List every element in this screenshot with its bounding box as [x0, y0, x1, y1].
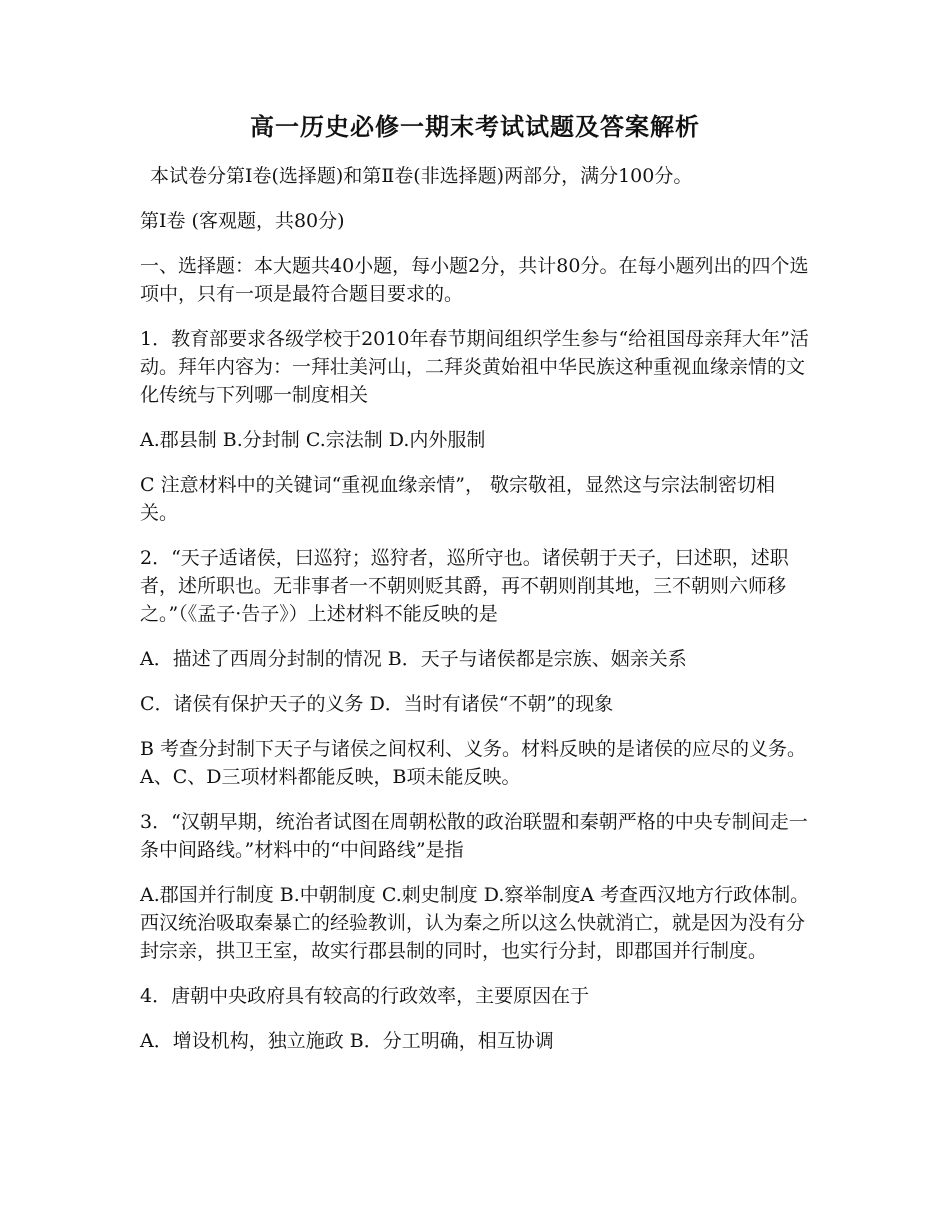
section-heading: 第Ⅰ卷 (客观题，共80分)	[140, 210, 345, 232]
question-2-options-cd: C．诸侯有保护天子的义务 D．当时有诸侯“不朝”的现象	[140, 693, 614, 715]
question-3: 3．“汉朝早期，统治者试图在周朝松散的政治联盟和秦朝严格的中央专制间走一条中间路线。”材料中的“中间路线”是指	[140, 811, 808, 861]
question-1: 1．教育部要求各级学校于2010年春节期间组织学生参与“给祖国母亲拜大年”活动。拜年内容为：一拜壮美河山，二拜炎黄始祖中华民族这种重视血缘亲情的文化传统与下列哪一制度相关	[140, 328, 809, 406]
question-1-answer: C 注意材料中的关键词“重视血缘亲情”， 敬宗敬祖，显然这与宗法制密切相关。	[140, 474, 776, 524]
exam-intro: 本试卷分第Ⅰ卷(选择题)和第Ⅱ卷(非选择题)两部分，满分100分。	[150, 165, 693, 187]
document-title: 高一历史必修一期末考试试题及答案解析	[250, 113, 700, 141]
question-1-options: A.郡县制 B.分封制 C.宗法制 D.内外服制	[140, 429, 486, 451]
question-4-options-ab: A．增设机构，独立施政 B．分工明确，相互协调	[140, 1030, 554, 1052]
question-2-answer: B 考查分封制下天子与诸侯之间权利、义务。材料反映的是诸侯的应尽的义务。A、C、D三项材料都能反映，B项未能反映。	[140, 738, 807, 788]
document-page	[140, 110, 810, 1072]
question-2: 2．“天子适诸侯，曰巡狩；巡狩者，巡所守也。诸侯朝于天子，曰述职，述职者，述所职也。无非事者一不朝则贬其爵，再不朝则削其地，三不朝则六师移之。”（《孟子·告子》）上述材料不能反映的是	[140, 547, 789, 625]
question-3-options-answer: A.郡国并行制度 B.中朝制度 C.刺史制度 D.察举制度A 考查西汉地方行政体制。西汉统治吸取秦暴亡的经验教训，认为秦之所以这么快就消亡，就是因为没有分封宗亲，拱卫王室，故实行郡县制的同时，也实行分封，即郡国并行制度。	[140, 884, 810, 962]
section-instructions: 一、选择题：本大题共40小题，每小题2分，共计80分。在每小题列出的四个选项中，只有一项是最符合题目要求的。	[140, 255, 809, 305]
question-2-options-ab: A．描述了西周分封制的情况 B．天子与诸侯都是宗族、姻亲关系	[140, 648, 687, 670]
question-4: 4．唐朝中央政府具有较高的行政效率，主要原因在于	[140, 985, 590, 1007]
